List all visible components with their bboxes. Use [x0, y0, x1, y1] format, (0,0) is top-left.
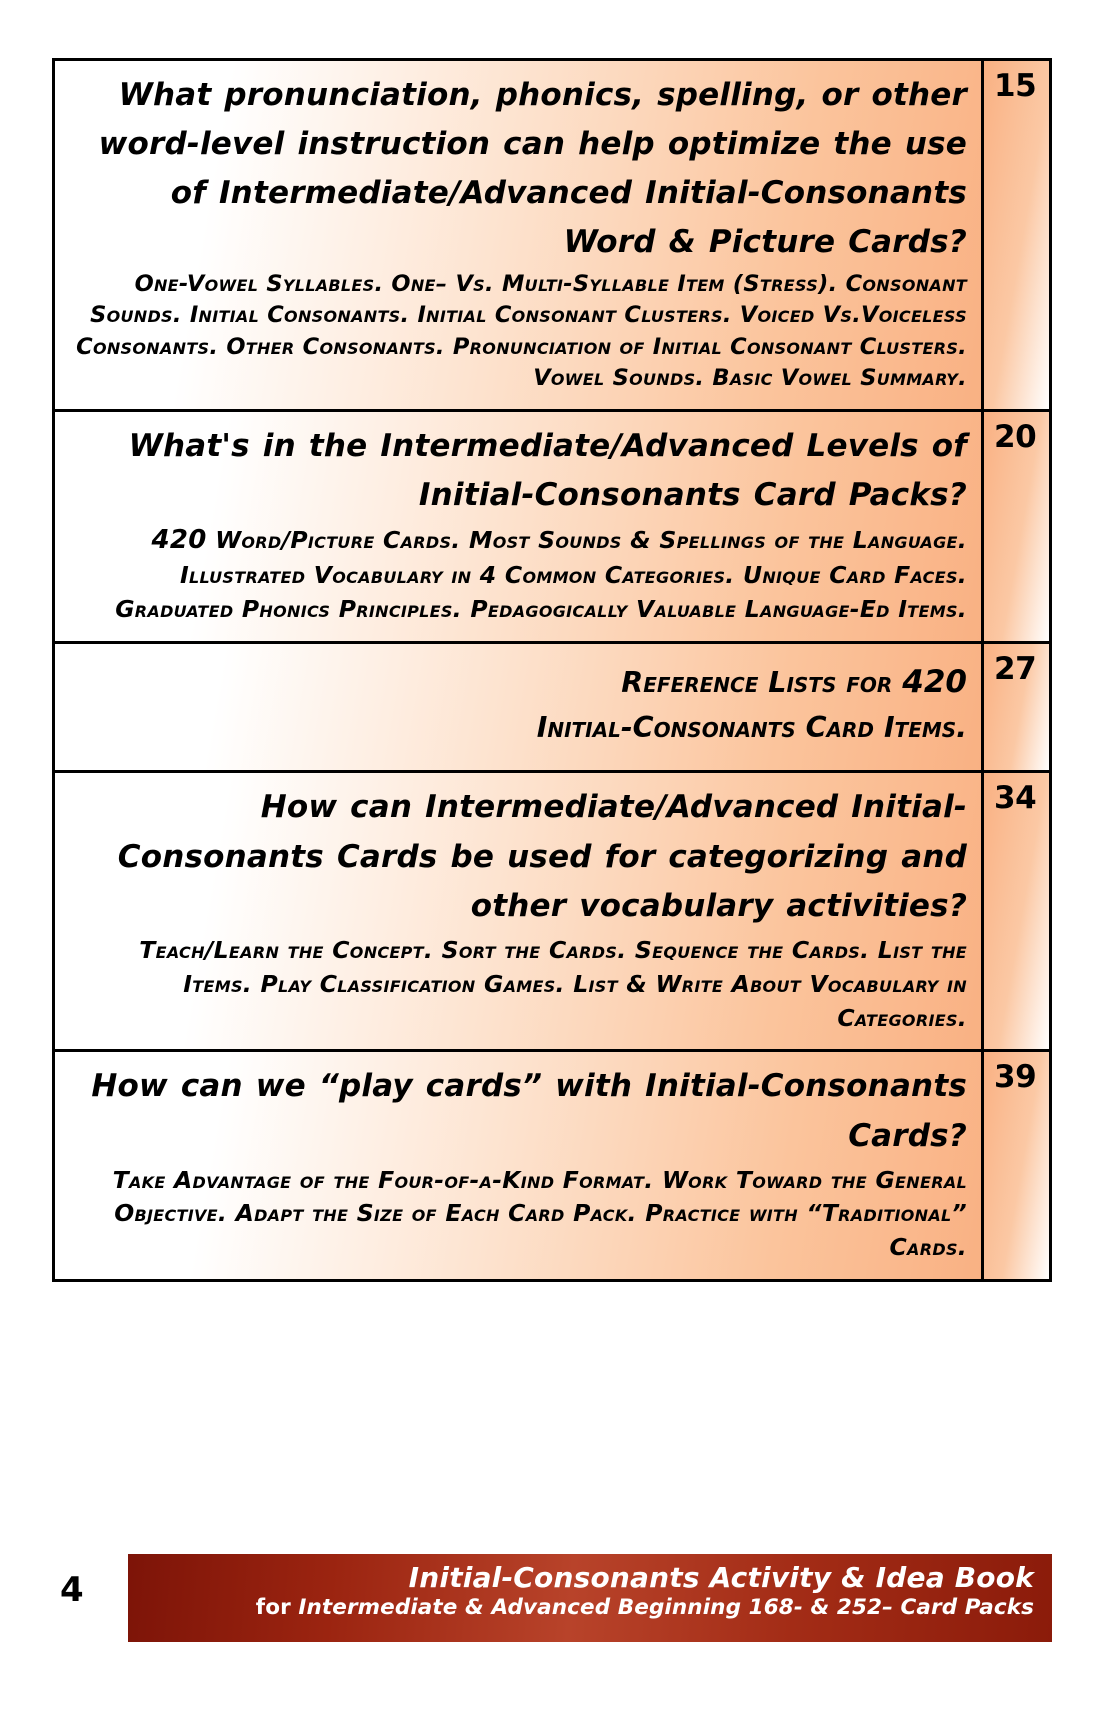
page-footer-banner: [128, 1554, 1052, 1642]
footer-subtitle: [146, 1595, 1034, 1621]
table-row: [55, 61, 1049, 412]
toc-entry-content: [55, 644, 981, 770]
toc-entry-page-number: 39: [994, 1059, 1037, 1096]
footer-subtitle-text: Intermediate & Advanced Beginning 168- & 252– Card Packs: [298, 1595, 1034, 1620]
toc-entry-content: [55, 412, 981, 641]
toc-entry-subtitle-lead: 420: [151, 524, 207, 555]
toc-entry-subtitle: [69, 654, 967, 756]
toc-entry-title: How can Intermediate/Advanced Initial-Consonants Cards be used for categorizing and other vocabulary activities?: [117, 789, 967, 925]
toc-entry-subtitle: One-Vowel Syllables. One– Vs. Multi-Syllable Item (Stress). Consonant Sounds. Initial Consonants. Initial Consonant Clusters. Voiced Vs.Voiceless Consonants. Other Consonants. Pronunciation of Initial Consonant Clusters. Vowel Sounds. Basic Vowel Summary.: [76, 270, 967, 392]
toc-entry-subtitle-text-b: Initial-Consonants Card Items.: [536, 710, 967, 744]
toc-entry-subtitle: [69, 522, 967, 627]
toc-entry-page-number: 20: [994, 418, 1037, 455]
table-row: [55, 644, 1049, 773]
page-folio-number: 4: [60, 1570, 84, 1610]
toc-entry-subtitle: Take Advantage of the Four-of-a-Kind Format. Work Toward the General Objective. Adapt the Size of Each Card Pack. Practice with “Traditional” Cards.: [112, 1165, 967, 1262]
toc-entry-page-cell: [981, 773, 1049, 1049]
footer-subtitle-prefix: for: [255, 1595, 299, 1620]
toc-entry-page-number: 15: [994, 68, 1037, 104]
toc-entry-title: What's in the Intermediate/Advanced Levels of Initial-Consonants Card Packs?: [128, 427, 967, 513]
table-row: [55, 412, 1049, 644]
toc-entry-page-cell: [981, 412, 1049, 641]
toc-entry-page-cell: [981, 1052, 1049, 1279]
toc-entry-page-cell: [981, 644, 1049, 770]
toc-entry-title: How can we “play cards” with Initial-Consonants Cards?: [91, 1068, 967, 1154]
toc-entry-content: [55, 773, 981, 1049]
toc-entry-content: [55, 1052, 981, 1279]
toc-entry-subtitle-lead: 420: [902, 663, 967, 700]
toc-entry-title: What pronunciation, phonics, spelling, or other word-level instruction can help optimize the use of Intermediate/Advanced Initial-Consonants Word & Picture Cards?: [98, 77, 967, 260]
toc-entry-subtitle-text-a: Reference Lists for: [621, 665, 893, 699]
toc-entry-subtitle-text: Word/Picture Cards. Most Sounds & Spellings of the Language. Illustrated Vocabulary in 4 Common Categories. Unique Card Faces. Graduated Phonics Principles. Pedagogically Valuable Language-Ed Items.: [115, 525, 967, 624]
toc-entry-page-number: 27: [994, 650, 1037, 687]
table-row: [55, 1052, 1049, 1279]
table-row: [55, 773, 1049, 1052]
footer-book-title: Initial-Consonants Activity & Idea Book: [408, 1561, 1034, 1594]
toc-entry-page-cell: [981, 61, 1049, 409]
toc-entry-page-number: 34: [994, 780, 1037, 817]
toc-entry-subtitle: Teach/Learn the Concept. Sort the Cards. Sequence the Cards. List the Items. Play Classification Games. List & Write About Vocabulary in Categories.: [139, 935, 967, 1032]
table-of-contents: [52, 58, 1052, 1282]
toc-entry-content: [55, 61, 981, 409]
